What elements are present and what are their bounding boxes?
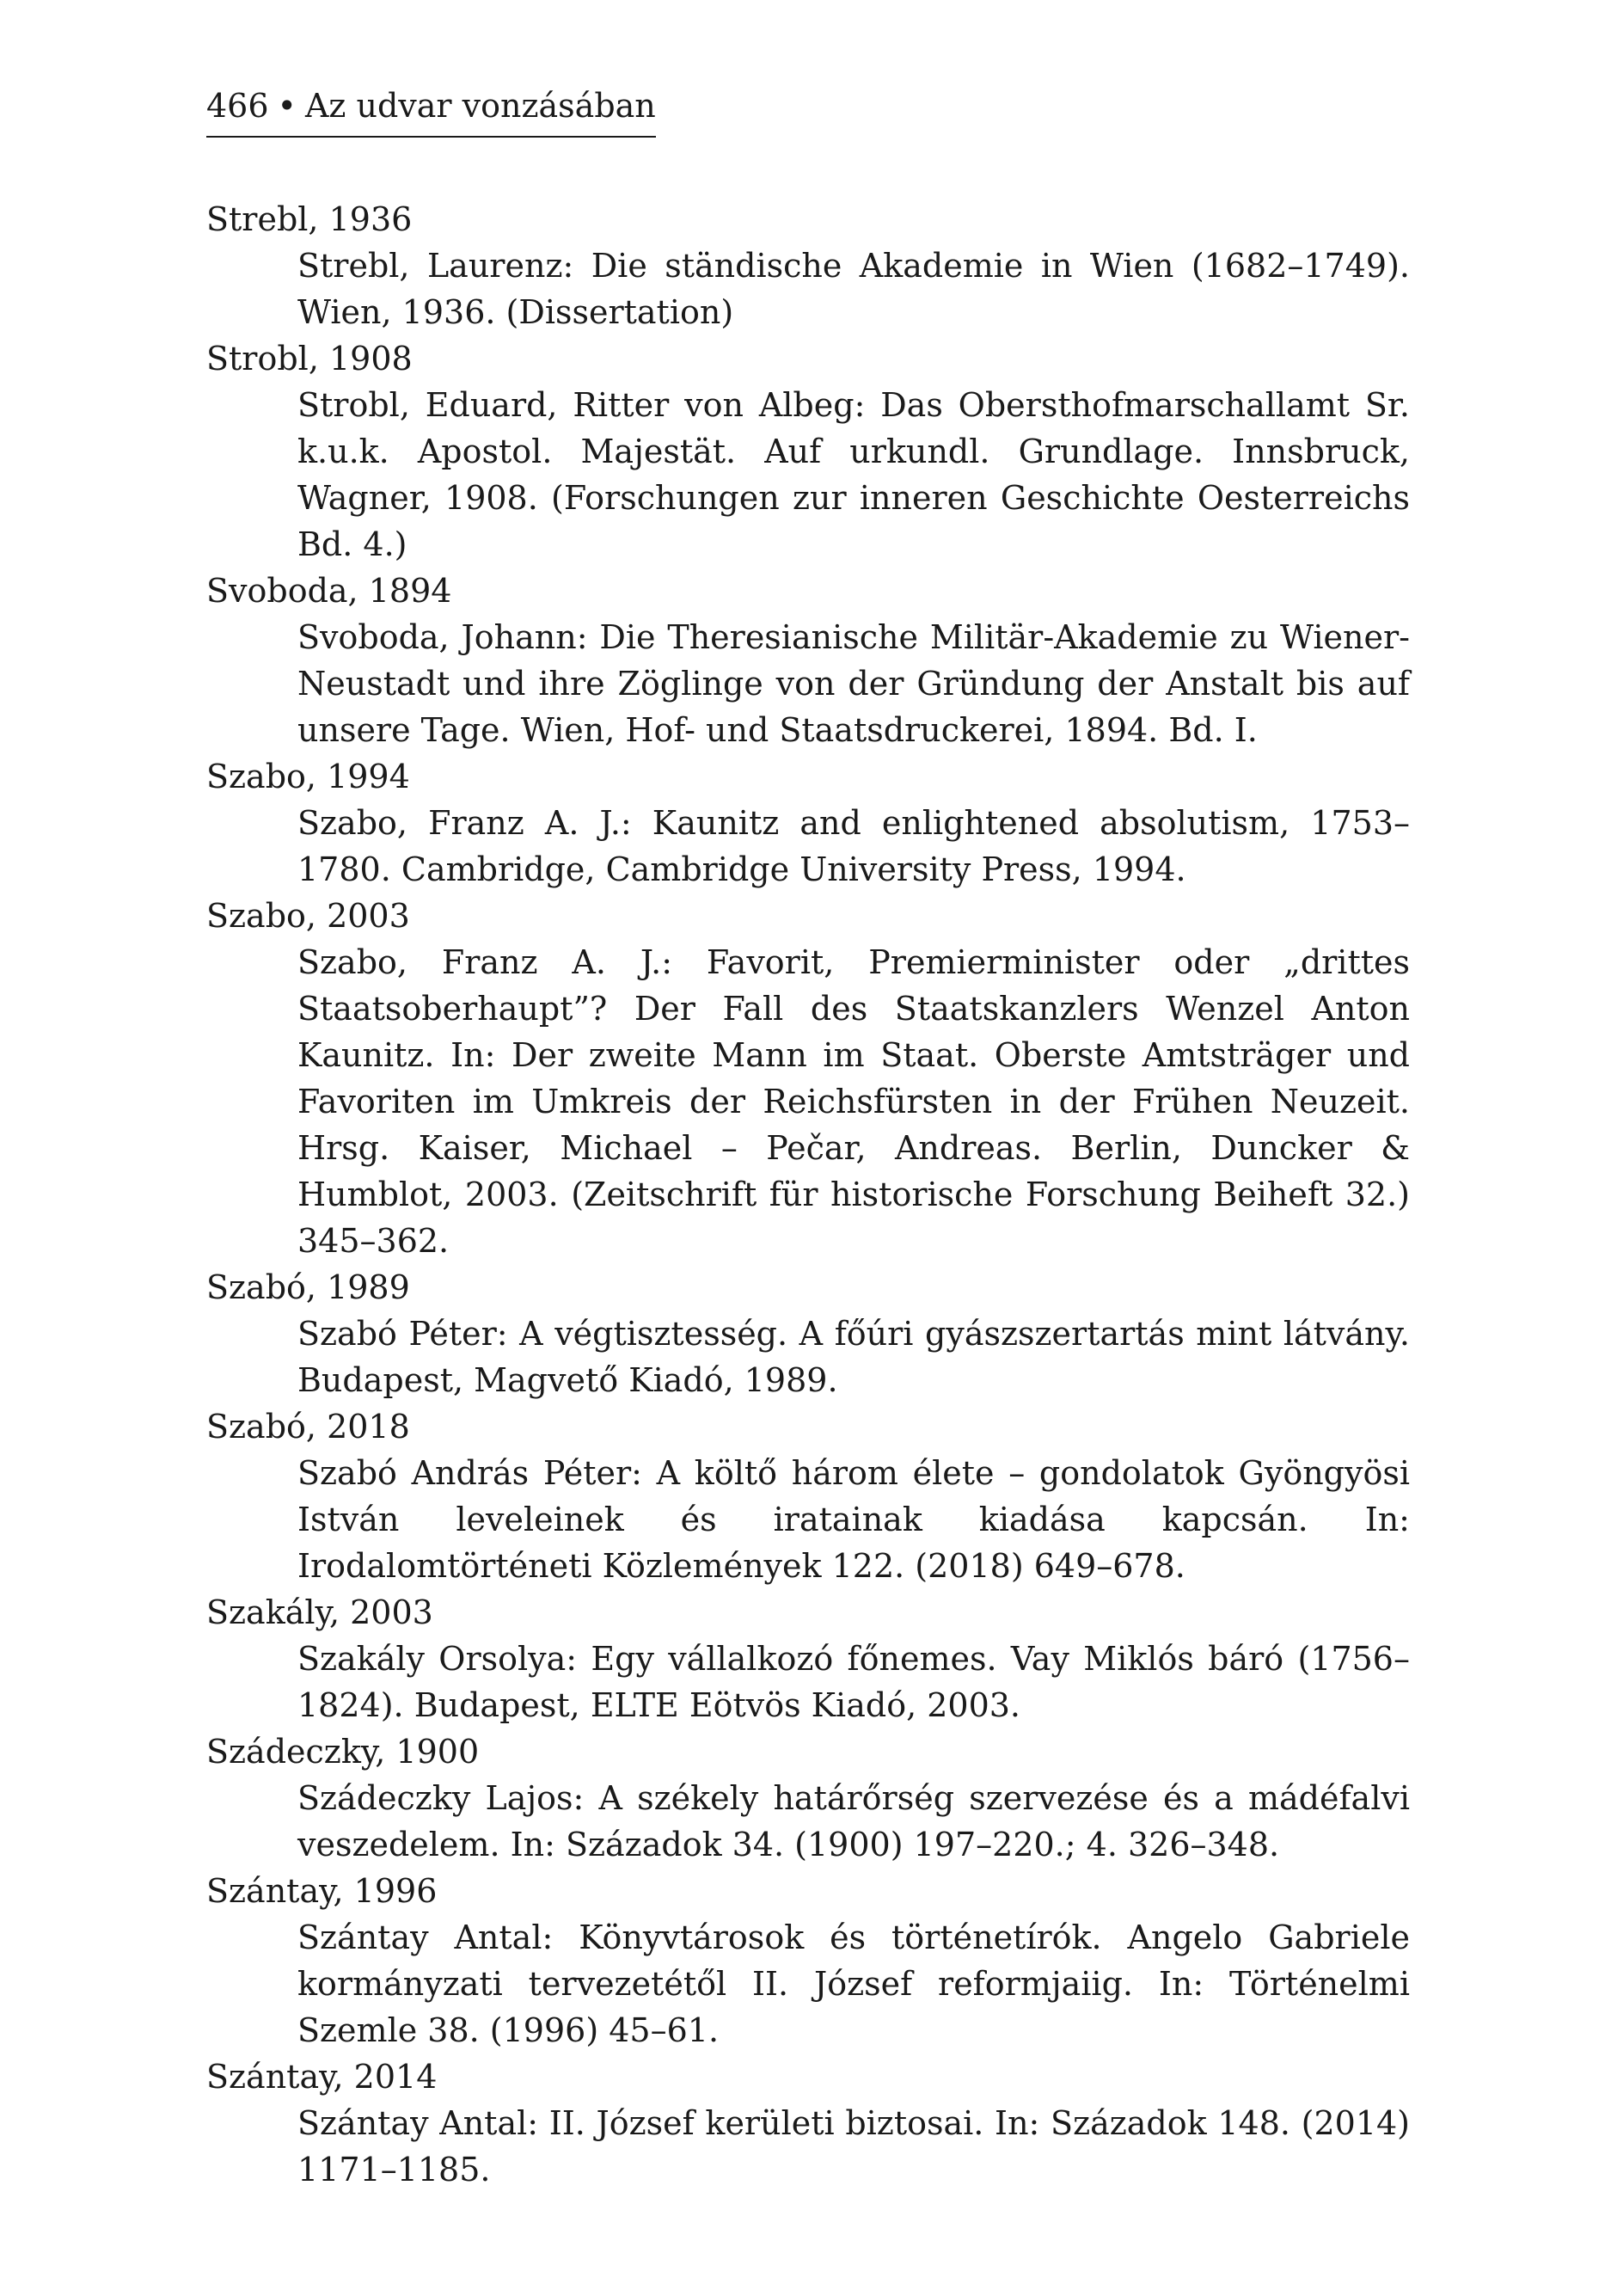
bibliography-entry: [206, 568, 1410, 753]
bibliography-list: [206, 196, 1410, 2193]
bibliography-entry: [206, 335, 1410, 568]
entry-citation: Szabó Péter: A végtisztesség. A főúri gyászszertartás mint látvány. Budapest, Magvető Kiadó, 1989.: [297, 1315, 1410, 1399]
entry-citation: Szántay Antal: Könyvtárosok és történetírók. Angelo Gabriele kormányzati tervezetétől II. József reformjaiig. In: Történelmi Szemle 38. (1996) 45–61.: [297, 1918, 1410, 2049]
bibliography-entry: [206, 2054, 1410, 2193]
entry-key: Szabó, 2018: [206, 1408, 410, 1446]
bibliography-entry: [206, 753, 1410, 893]
entry-key: Szabó, 1989: [206, 1268, 410, 1306]
bibliography-entry: [206, 1728, 1410, 1868]
entry-citation: Szabó András Péter: A költő három élete – gondolatok Gyöngyösi István leveleinek és iratainak kiadása kapcsán. In: Irodalomtörténeti Közlemények 122. (2018) 649–678.: [297, 1454, 1410, 1585]
entry-key: Strobl, 1908: [206, 340, 413, 378]
page-number: 466: [206, 87, 269, 125]
entry-citation: Strebl, Laurenz: Die ständische Akademie in Wien (1682–1749). Wien, 1936. (Dissertation): [297, 247, 1410, 331]
running-title: Az udvar vonzásában: [304, 87, 656, 125]
entry-key: Szántay, 2014: [206, 2058, 438, 2096]
entry-citation: Szakály Orsolya: Egy vállalkozó főnemes. Vay Miklós báró (1756–1824). Budapest, ELTE Eötvös Kiadó, 2003.: [297, 1640, 1410, 1724]
entry-key: Szakály, 2003: [206, 1593, 433, 1631]
running-header: [206, 86, 656, 138]
entry-key: Szabo, 2003: [206, 897, 410, 935]
entry-key: Strebl, 1936: [206, 200, 413, 238]
entry-citation: Strobl, Eduard, Ritter von Albeg: Das Obersthofmarschallamt Sr. k.u.k. Apostol. Majestät. Auf urkundl. Grundlage. Innsbruck, Wagner, 1908. (Forschungen zur inneren Geschichte Oesterreichs Bd. 4.): [297, 386, 1410, 563]
entry-citation: Szabo, Franz A. J.: Favorit, Premierminister oder „drittes Staatsoberhaupt”? Der Fall des Staatskanzlers Wenzel Anton Kaunitz. In: Der zweite Mann im Staat. Oberste Amtsträger und Favoriten im Umkreis der Reichsfürsten in der Frühen Neuzeit. Hrsg. Kaiser, Michael – Pečar, Andreas. Berlin, Duncker & Humblot, 2003. (Zeitschrift für historische Forschung Beiheft 32.) 345–362.: [297, 943, 1410, 1260]
entry-citation: Svoboda, Johann: Die Theresianische Militär-Akademie zu Wiener-Neustadt und ihre Zöglinge von der Gründung der Anstalt bis auf unsere Tage. Wien, Hof- und Staatsdruckerei, 1894. Bd. I.: [297, 618, 1410, 749]
bibliography-entry: [206, 893, 1410, 1264]
entry-citation: Szántay Antal: II. József kerületi biztosai. In: Századok 148. (2014) 1171–1185.: [297, 2104, 1410, 2189]
entry-key: Szántay, 1996: [206, 1872, 438, 1910]
bibliography-entry: [206, 1264, 1410, 1403]
entry-key: Szabo, 1994: [206, 758, 410, 795]
bibliography-entry: [206, 1403, 1410, 1589]
header-bullet: •: [277, 87, 297, 125]
entry-key: Svoboda, 1894: [206, 572, 452, 610]
entry-key: Szádeczky, 1900: [206, 1733, 480, 1771]
bibliography-entry: [206, 196, 1410, 335]
entry-citation: Szádeczky Lajos: A székely határőrség szervezése és a mádéfalvi veszedelem. In: Századok 34. (1900) 197–220.; 4. 326–348.: [297, 1779, 1410, 1863]
bibliography-entry: [206, 1589, 1410, 1728]
entry-citation: Szabo, Franz A. J.: Kaunitz and enlightened absolutism, 1753–1780. Cambridge, Cambridge University Press, 1994.: [297, 804, 1410, 888]
bibliography-entry: [206, 1868, 1410, 2054]
